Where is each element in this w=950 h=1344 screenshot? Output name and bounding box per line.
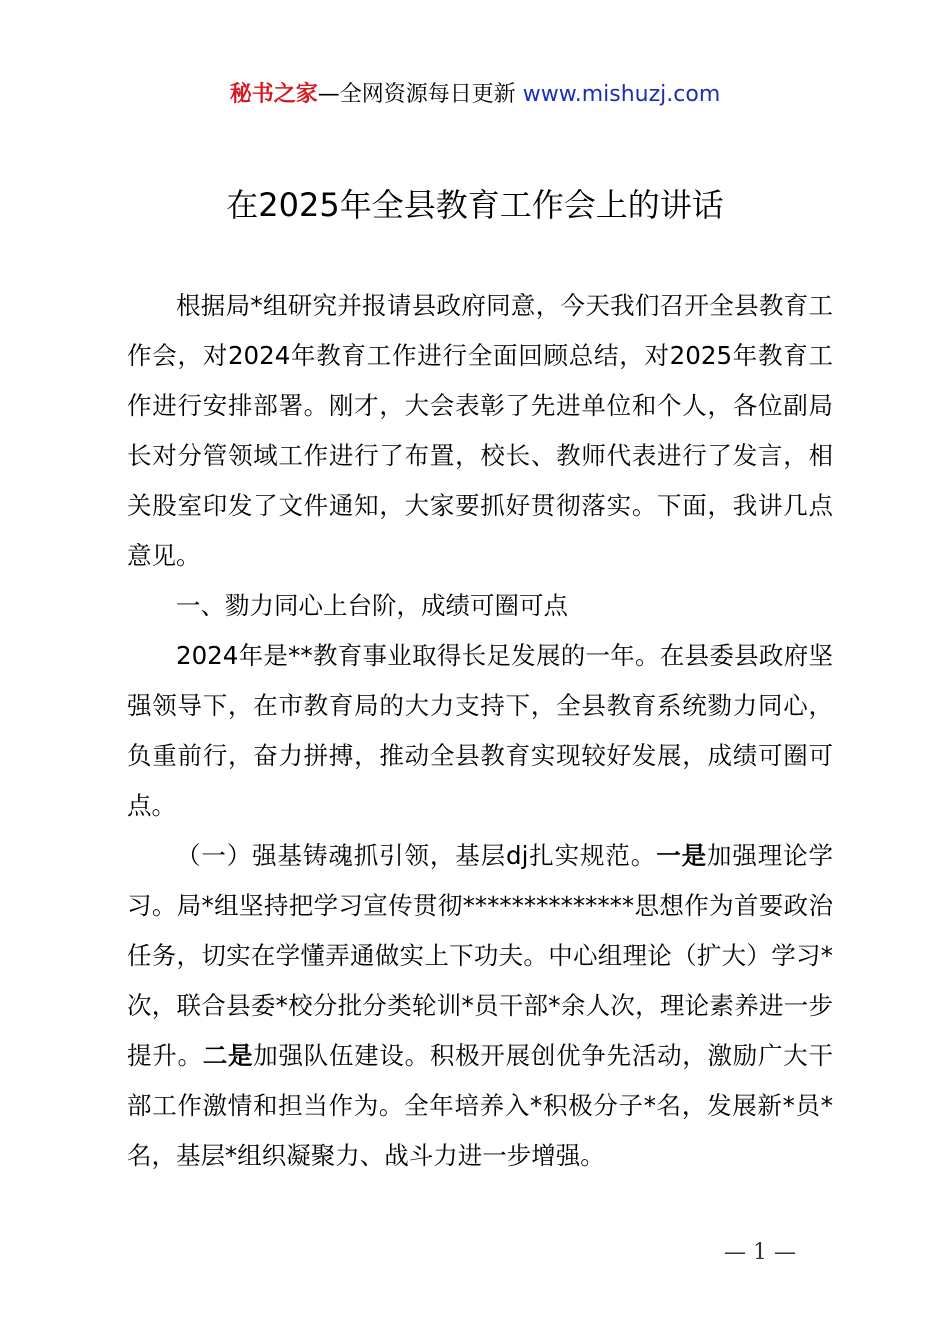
paragraph-achievements: 2024年是**教育事业取得长足发展的一年。在县委县政府坚强领导下，在市教育局的大力支持下，全县教育系统勠力同心，负重前行，奋力拼搏，推动全县教育实现较好发展，成绩可圈可点。 bbox=[127, 641, 833, 820]
site-url-link[interactable]: www.mishuzj.com bbox=[522, 82, 721, 107]
point-text-second: 加强队伍建设。积极开展创优争先活动，激励广大干部工作激情和担当作为。全年培养入*积极分子*名，发展新*员*名，基层*组织凝聚力、战斗力进一步增强。 bbox=[127, 1041, 834, 1170]
site-header bbox=[0, 78, 950, 112]
section-heading-1: 一、勠力同心上台阶，成绩可圈可点 bbox=[176, 591, 568, 620]
point-text-first: 加强理论学习。局*组坚持把学习宣传贯彻**************思想作为首要政治任务，切实在学懂弄通做实上下功夫。中心组理论（扩大）学习*次，联合县委*校分批分类轮训*员干部*余人次，理论素养进一步提升。 bbox=[127, 841, 834, 1070]
paragraph-intro: 根据局*组研究并报请县政府同意，今天我们召开全县教育工作会，对2024年教育工作进行全面回顾总结，对2025年教育工作进行安排部署。刚才，大会表彰了先进单位和个人，各位副局长对分管领域工作进行了布置，校长、教师代表进行了发言，相关股室印发了文件通知，大家要抓好贯彻落实。下面，我讲几点意见。 bbox=[127, 291, 833, 570]
site-tagline: —全网资源每日更新 bbox=[317, 82, 523, 107]
point-marker-first: 一是 bbox=[656, 841, 707, 870]
site-name: 秘书之家 bbox=[229, 82, 318, 107]
document-body bbox=[127, 281, 833, 1181]
paragraph-party-building bbox=[127, 831, 833, 1181]
point-marker-second: 二是 bbox=[202, 1041, 254, 1070]
document-title: 在2025年全县教育工作会上的讲话 bbox=[226, 186, 724, 224]
subsection-lead: （一）强基铸魂抓引领，基层dj扎实规范。 bbox=[176, 841, 657, 870]
page-number: — 1 — bbox=[724, 1240, 796, 1265]
